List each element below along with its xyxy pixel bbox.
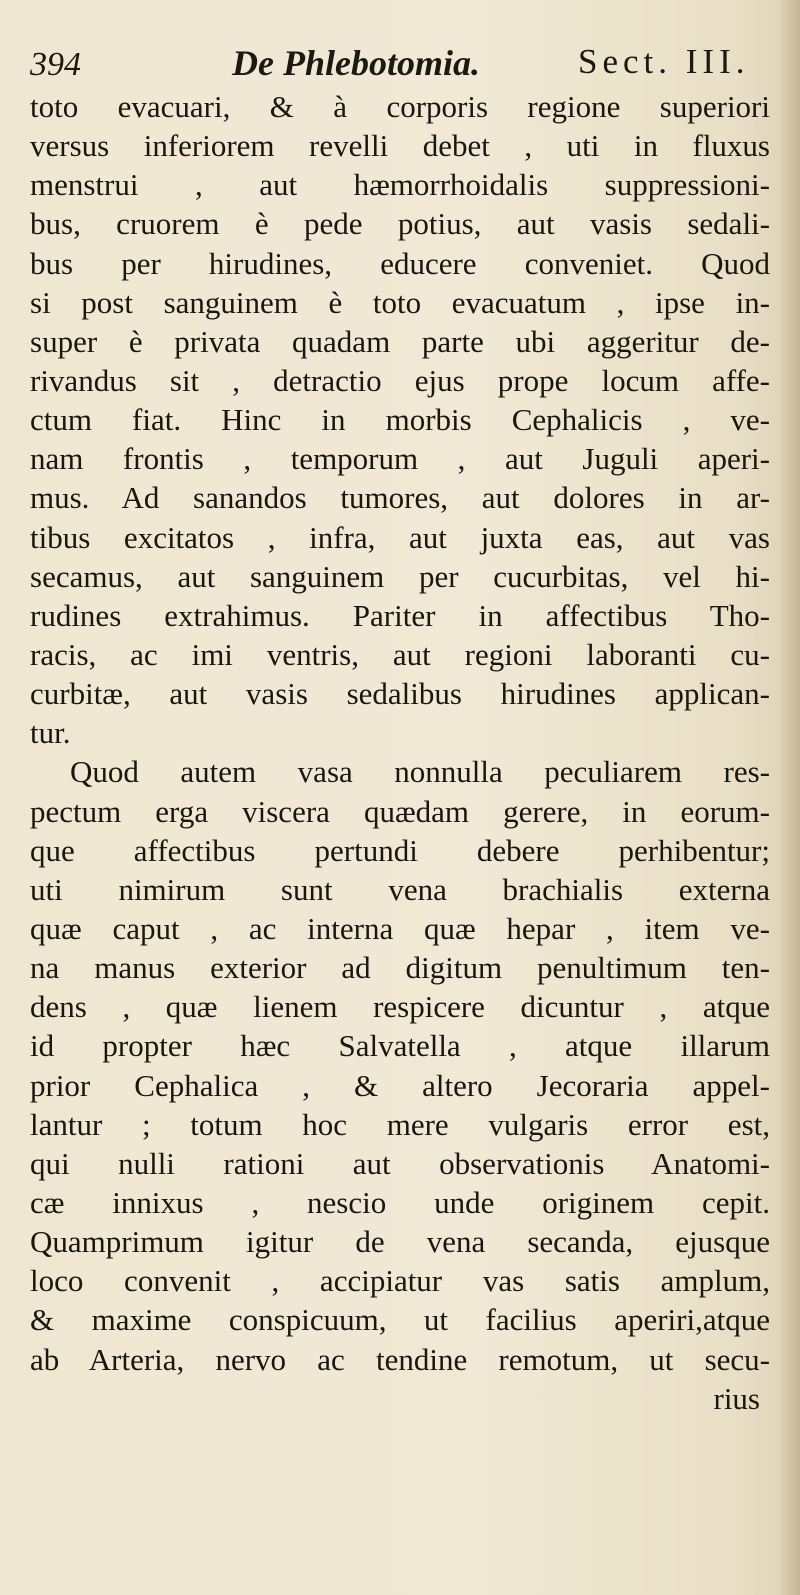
- paragraph-1: [30, 87, 770, 752]
- text-line: na manus exterior ad digitum penultimum ten-: [30, 950, 770, 986]
- text-line: tur.: [30, 715, 71, 751]
- text-line: toto evacuari, & à corporis regione superiori: [30, 89, 770, 124]
- text-line: prior Cephalica , & altero Jecoraria appel-: [30, 1067, 770, 1103]
- text-line: uti nimirum sunt vena brachialis externa: [30, 871, 770, 907]
- text-line: secamus, aut sanguinem per cucurbitas, vel hi-: [30, 558, 770, 594]
- page-number: 394: [30, 46, 81, 83]
- text-line: pectum erga viscera quædam gerere, in eorum-: [30, 793, 770, 829]
- text-line: nam frontis , temporum , aut Juguli aperi-: [30, 441, 770, 477]
- text-line: bus, cruorem è pede potius, aut vasis sedali-: [30, 206, 770, 242]
- text-line: dens , quæ lienem respicere dicuntur , atque: [30, 989, 770, 1025]
- text-line: rivandus sit , detractio ejus prope locum affe-: [30, 362, 770, 398]
- text-line: lantur ; totum hoc mere vulgaris error est,: [30, 1106, 770, 1142]
- text-line: & maxime conspicuum, ut facilius aperiri,atque: [30, 1302, 770, 1338]
- running-head-title: De Phlebotomia.: [232, 43, 480, 83]
- text-line: versus inferiorem revelli debet , uti in fluxus: [30, 128, 770, 164]
- text-line: racis, ac imi ventris, aut regioni laboranti cu-: [30, 636, 770, 672]
- text-line: Quamprimum igitur de vena secanda, ejusque: [30, 1224, 770, 1260]
- text-line: menstrui , aut hæmorrhoidalis suppressioni-: [30, 167, 770, 203]
- body-text: [30, 87, 770, 1418]
- text-line: rudines extrahimus. Pariter in affectibus Tho-: [30, 597, 770, 633]
- catchword: rius: [713, 1380, 760, 1416]
- page-gutter-shadow: [778, 0, 800, 1595]
- section-mark: Sect. III.: [578, 42, 750, 81]
- text-line: bus per hirudines, educere conveniet. Quod: [30, 245, 770, 281]
- text-line: curbitæ, aut vasis sedalibus hirudines applican-: [30, 676, 770, 712]
- text-line: mus. Ad sanandos tumores, aut dolores in ar-: [30, 480, 770, 516]
- text-line: id propter hæc Salvatella , atque illarum: [30, 1028, 770, 1064]
- text-line: quæ caput , ac interna quæ hepar , item ve-: [30, 910, 770, 946]
- text-line: loco convenit , accipiatur vas satis amplum,: [30, 1263, 770, 1299]
- paragraph-2: [30, 752, 770, 1378]
- text-line: si post sanguinem è toto evacuatum , ipse in-: [30, 284, 770, 320]
- text-line: qui nulli rationi aut observationis Anatomi-: [30, 1145, 770, 1181]
- text-line: Quod autem vasa nonnulla peculiarem res-: [70, 754, 770, 790]
- text-line: ab Arteria, nervo ac tendine remotum, ut secu-: [30, 1341, 770, 1377]
- running-head: [30, 36, 780, 86]
- text-line: tibus excitatos , infra, aut juxta eas, aut vas: [30, 519, 770, 555]
- text-line: ctum fiat. Hinc in morbis Cephalicis , ve-: [30, 402, 770, 438]
- text-line: que affectibus pertundi debere perhibentur;: [30, 832, 770, 868]
- text-line: super è privata quadam parte ubi aggeritur de-: [30, 323, 770, 359]
- text-line: cæ innixus , nescio unde originem cepit.: [30, 1184, 770, 1220]
